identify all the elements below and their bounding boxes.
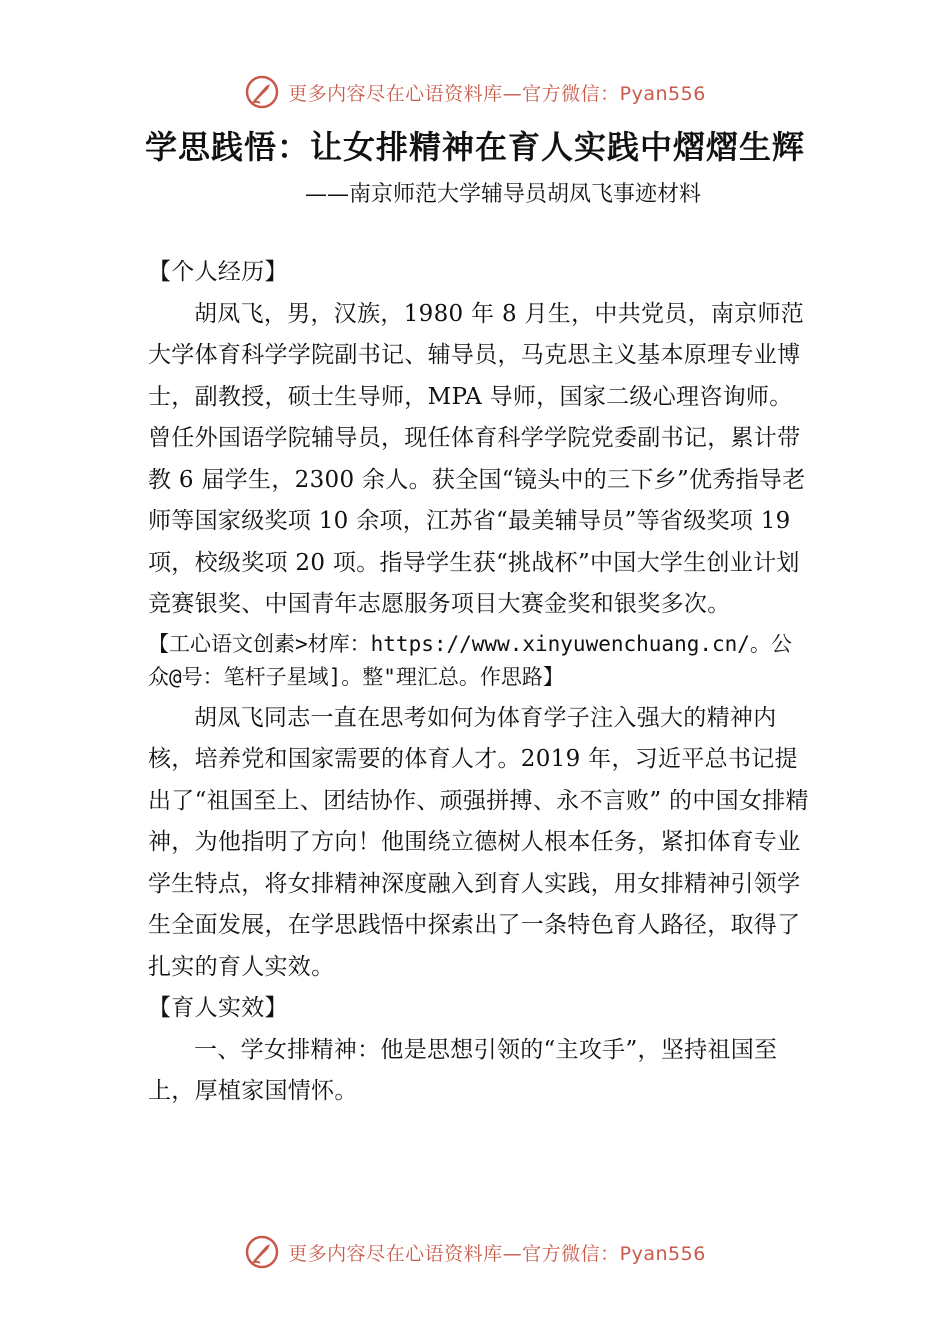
section-heading-effect: 【育人实效】 xyxy=(148,995,288,1021)
document-subtitle: ——南京师范大学辅导员胡凤飞事迹材料 xyxy=(304,182,701,207)
watermark-text: 更多内容尽在心语资料库—官方微信：Pyan556 xyxy=(288,82,706,105)
document-title: 学思践悟：让女排精神在育人实践中熠熠生辉 xyxy=(144,128,805,166)
source-note: 【工心语文创素>材库：https://www.xinyuwenchuang.cn/。公众@号：笔杆子星域]。整"理汇总。作思路】 xyxy=(148,631,792,689)
paragraph-personal: 胡凤飞，男，汉族，1980 年 8 月生，中共党员，南京师范大学体育科学学院副书记、辅导员，马克思主义基本原理专业博士，副教授，硕士生导师，MPA 导师，国家二级心理咨询师。曾任外国语学院辅导员，现任体育科学学院党委副书记，累计带教 6 届学生，2300 余人。获全国“镜头中的三下乡”优秀指导老师等国家级奖项 10 余项，江苏省“最美辅导员”等省级奖项 19 项，校级奖项 20 项。指导学生获“挑战杯”中国大学生创业计划竞赛银奖、中国青年志愿服务项目大赛金奖和银奖多次。 xyxy=(148,300,806,617)
paragraph-thinking: 胡凤飞同志一直在思考如何为体育学子注入强大的精神内核，培养党和国家需要的体育人才。2019 年，习近平总书记提出了“祖国至上、团结协作、顽强拼搏、永不言败” 的中国女排精神，为他指明了方向！他围绕立德树人根本任务，紧扣体育专业学生特点，将女排精神深度融入到育人实践，用女排精神引领学生全面发展，在学思践悟中探索出了一条特色育人路径，取得了扎实的育人实效。 xyxy=(148,704,809,980)
document-body xyxy=(148,252,810,1113)
watermark-text: 更多内容尽在心语资料库—官方微信：Pyan556 xyxy=(288,1242,706,1265)
pen-logo-icon xyxy=(244,1234,280,1270)
pen-logo-icon xyxy=(244,74,280,110)
watermark-footer xyxy=(0,1232,950,1272)
watermark-header xyxy=(0,72,950,112)
paragraph-effect-1: 一、学女排精神：他是思想引领的“主攻手”，坚持祖国至上，厚植家国情怀。 xyxy=(148,1036,778,1104)
section-heading-personal: 【个人经历】 xyxy=(148,259,288,285)
